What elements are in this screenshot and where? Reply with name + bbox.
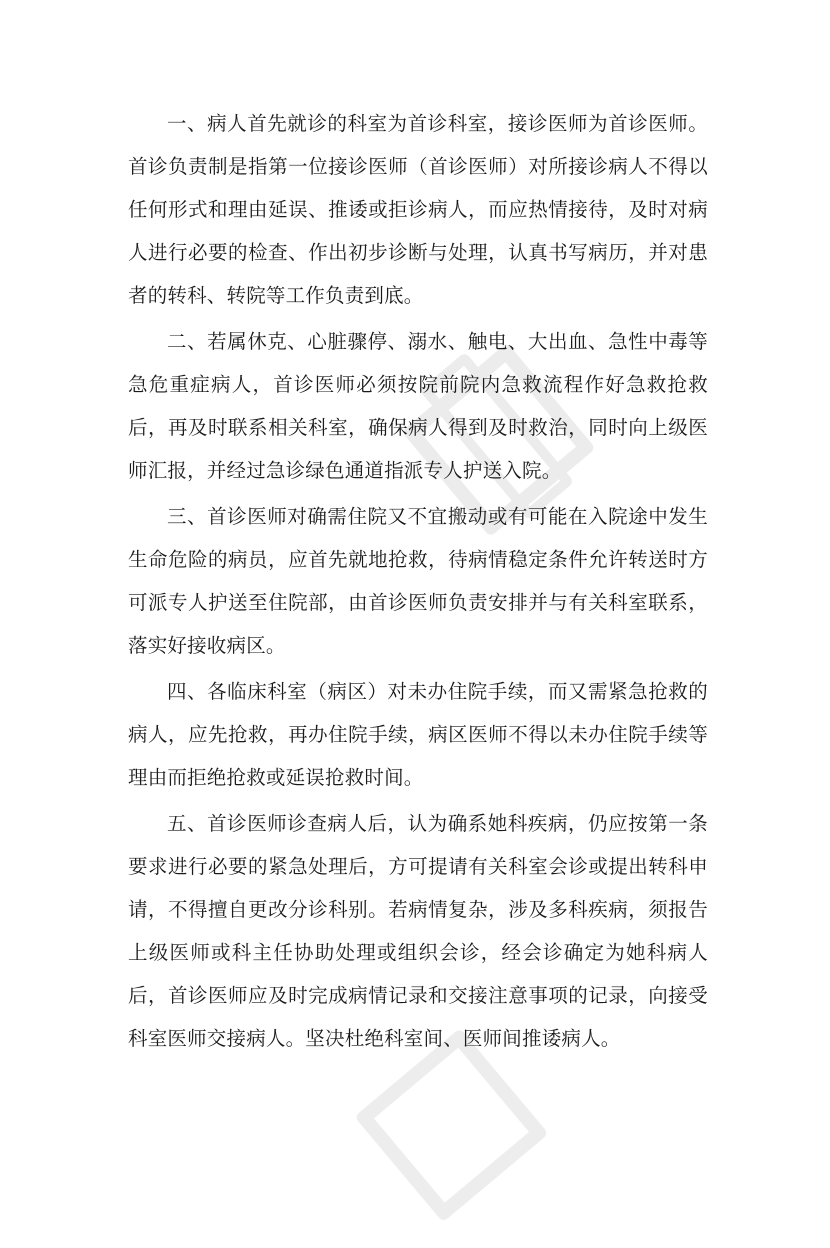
paragraph-1: 一、病人首先就诊的科室为首诊科室，接诊医师为首诊医师。首诊负责制是指第一位接诊医师（首诊医师）对所接诊病人不得以任何形式和理由延误、推诿或拒诊病人，而应热情接待，及时对病人进行必要的检查、作出初步诊断与处理，认真书写病历，并对患者的转科、转院等工作负责到底。 bbox=[128, 112, 708, 307]
paragraph-4: 四、各临床科室（病区）对未办住院手续，而又需紧急抢救的病人，应先抢救，再办住院手续，病区医师不得以未办住院手续等理由而拒绝抢救或延误抢救时间。 bbox=[128, 680, 708, 789]
paragraph-3: 三、首诊医师对确需住院又不宜搬动或有可能在入院途中发生生命危险的病员，应首先就地抢救，待病情稳定条件允许转送时方可派专人护送至住院部，由首诊医师负责安排并与有关科室联系，落实好接收病区。 bbox=[128, 505, 708, 657]
paragraph-5: 五、首诊医师诊查病人后，认为确系她科疾病，仍应按第一条要求进行必要的紧急处理后，方可提请有关科室会诊或提出转科申请，不得擅自更改分诊科别。若病情复杂，涉及多科疾病，须报告上级医师或科主任协助处理或组织会诊，经会诊确定为她科病人后，首诊医师应及时完成病情记录和交接注意事项的记录，向接受科室医师交接病人。坚决杜绝科室间、医师间推诿病人。 bbox=[128, 812, 708, 1050]
document-body bbox=[128, 102, 708, 1060]
paragraph-2: 二、若属休克、心脏骤停、溺水、触电、大出血、急性中毒等急危重症病人，首诊医师必须按院前院内急救流程作好急救抢救后，再及时联系相关科室，确保病人得到及时救治，同时向上级医师汇报，并经过急诊绿色通道指派专人护送入院。 bbox=[128, 330, 708, 482]
